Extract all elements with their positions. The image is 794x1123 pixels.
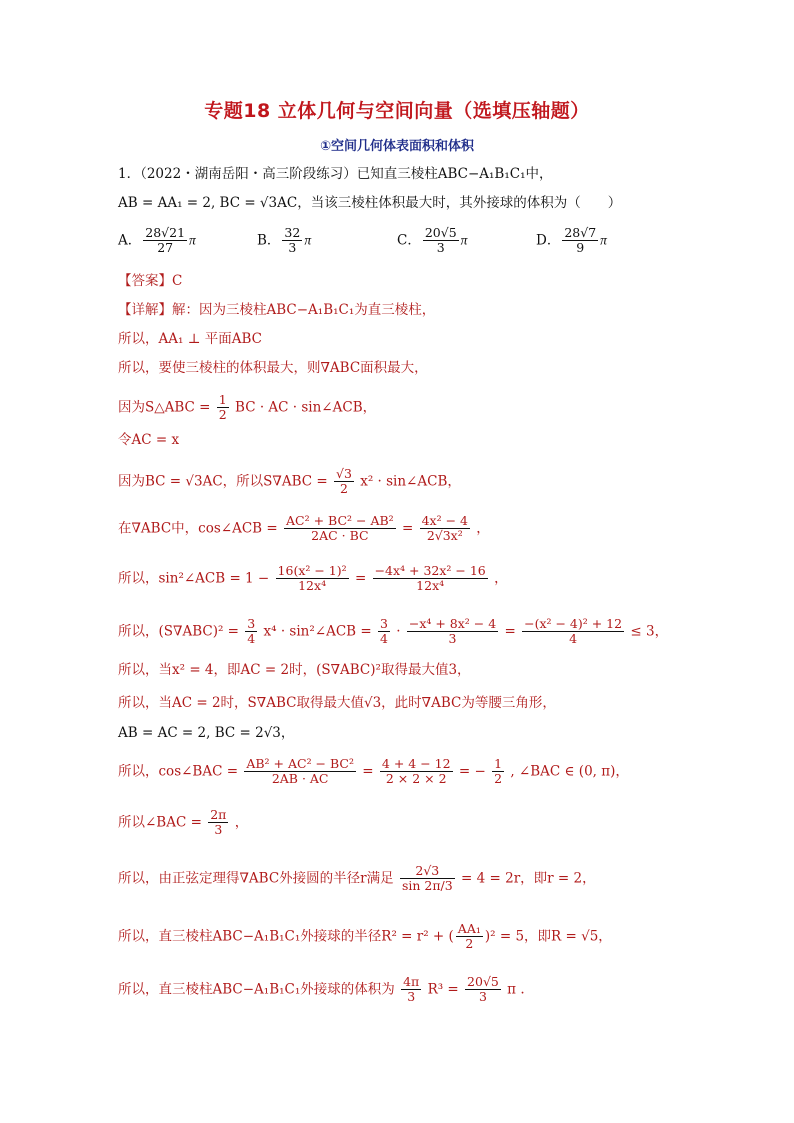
s17-mid: R³ = bbox=[427, 981, 459, 998]
s9-mid2: · bbox=[396, 623, 401, 640]
page-title: 专题18 立体几何与空间向量（选填压轴题） bbox=[204, 100, 590, 122]
s4-suffix: BC · AC · sin∠ACB， bbox=[235, 399, 377, 416]
option-b-numerator: 32 bbox=[284, 225, 301, 240]
s4-frac-num: 1 bbox=[218, 392, 227, 407]
s9-frac1-den: 4 bbox=[247, 631, 256, 647]
option-a bbox=[118, 226, 196, 256]
s7-eq: = bbox=[401, 520, 414, 537]
s9-suffix: ≤ 3， bbox=[630, 623, 669, 640]
solution-line-6 bbox=[118, 467, 461, 497]
s9-frac3-den: 3 bbox=[448, 631, 457, 647]
option-c bbox=[397, 226, 467, 256]
s16-prefix: 所以，直三棱柱ABC−A₁B₁C₁外接球的半径R² = r² + ( bbox=[118, 928, 454, 945]
s13-prefix: 所以，cos∠BAC = bbox=[118, 763, 239, 780]
s8-frac1-den: 12x⁴ bbox=[298, 578, 327, 594]
s17-prefix: 所以，直三棱柱ABC−A₁B₁C₁外接球的体积为 bbox=[118, 981, 395, 998]
solution-line-17 bbox=[118, 975, 525, 1005]
s13-frac1-den: 2AB · AC bbox=[271, 771, 329, 787]
solution-line-7 bbox=[118, 514, 490, 544]
s6-frac-num: √3 bbox=[336, 466, 352, 481]
s15-suffix: = 4 = 2r，即r = 2， bbox=[461, 870, 596, 887]
s4-prefix: 因为S△ABC = bbox=[118, 399, 211, 416]
s9-frac2-den: 4 bbox=[380, 631, 388, 647]
option-d-pi: π bbox=[600, 232, 607, 248]
option-b-pi: π bbox=[304, 232, 312, 248]
solution-line-15 bbox=[118, 864, 596, 894]
s4-frac-den: 2 bbox=[218, 407, 227, 423]
s13-frac2-num: 4 + 4 − 12 bbox=[381, 756, 451, 771]
s13-frac3-num: 1 bbox=[494, 756, 503, 771]
s16-frac-num: AA₁ bbox=[457, 921, 481, 936]
solution-line-11: 所以，当AC = 2时，S∇ABC取得最大值√3，此时∇ABC为等腰三角形， bbox=[118, 695, 556, 711]
s6-frac-den: 2 bbox=[339, 481, 348, 497]
s13-frac2-den: 2 × 2 × 2 bbox=[385, 771, 447, 787]
s13-suffix: , ∠BAC ∈ (0, π)， bbox=[510, 763, 629, 780]
s9-frac2-num: 3 bbox=[380, 616, 388, 631]
s6-prefix: 因为BC = √3AC，所以S∇ABC = bbox=[118, 473, 328, 490]
solution-line-1: 【详解】解：因为三棱柱ABC−A₁B₁C₁为直三棱柱， bbox=[118, 302, 436, 318]
s9-mid1: x⁴ · sin²∠ACB = bbox=[263, 623, 372, 640]
s9-frac3-num: −x⁴ + 8x² − 4 bbox=[408, 616, 497, 631]
solution-line-10: 所以，当x² = 4，即AC = 2时，(S∇ABC)²取得最大值3， bbox=[118, 662, 471, 678]
s7-frac1-num: AC² + BC² − AB² bbox=[286, 513, 394, 528]
s7-frac2-num: 4x² − 4 bbox=[421, 513, 468, 528]
answer-line: 【答案】C bbox=[118, 273, 183, 289]
s15-frac-den: sin 2π/3 bbox=[401, 878, 453, 894]
solution-line-14 bbox=[118, 808, 248, 838]
s16-suffix: )² = 5，即R = √5， bbox=[484, 928, 612, 945]
option-c-denominator: 3 bbox=[436, 240, 445, 256]
s9-mid3: = bbox=[504, 623, 516, 640]
problem-stem-line-1: 1．（2022・湖南岳阳・高三阶段练习）已知直三棱柱ABC−A₁B₁C₁中， bbox=[118, 166, 553, 182]
problem-stem-line-2: AB = AA₁ = 2, BC = √3AC，当该三棱柱体积最大时，其外接球的体积为（ ） bbox=[118, 195, 622, 211]
solution-line-8 bbox=[118, 564, 508, 594]
solution-line-16 bbox=[118, 922, 612, 952]
s9-frac4-den: 4 bbox=[569, 631, 578, 647]
option-b bbox=[257, 226, 311, 256]
option-d-label: D． bbox=[536, 232, 561, 249]
solution-line-13 bbox=[118, 757, 629, 787]
solution-line-5: 令AC = x bbox=[118, 432, 180, 448]
s7-frac2-den: 2√3x² bbox=[426, 528, 463, 544]
option-b-denominator: 3 bbox=[288, 240, 297, 256]
option-a-numerator: 28√21 bbox=[145, 225, 186, 240]
solution-line-9 bbox=[118, 617, 668, 647]
option-c-pi: π bbox=[460, 232, 468, 248]
s13-frac3-den: 2 bbox=[494, 771, 503, 787]
option-b-label: B． bbox=[257, 232, 281, 249]
s8-suffix: ， bbox=[494, 570, 508, 587]
s14-suffix: ， bbox=[234, 814, 249, 831]
s8-frac1-num: 16(x² − 1)² bbox=[277, 563, 347, 578]
s7-prefix: 在∇ABC中，cos∠ACB = bbox=[118, 520, 278, 537]
s8-prefix: 所以，sin²∠ACB = 1 − bbox=[118, 570, 270, 587]
solution-line-2: 所以，AA₁ ⊥ 平面ABC bbox=[118, 331, 262, 347]
option-a-label: A． bbox=[118, 232, 142, 249]
s13-eq: = bbox=[362, 763, 374, 780]
s17-suffix: π . bbox=[507, 981, 525, 998]
solution-line-12: AB = AC = 2, BC = 2√3， bbox=[118, 725, 295, 741]
s17-frac2-num: 20√5 bbox=[467, 974, 499, 989]
s8-frac2-den: 12x⁴ bbox=[416, 578, 445, 594]
s14-prefix: 所以∠BAC = bbox=[118, 814, 202, 831]
s9-prefix: 所以，(S∇ABC)² = bbox=[118, 623, 239, 640]
s7-frac1-den: 2AC · BC bbox=[311, 528, 369, 544]
section-subtitle: ①空间几何体表面积和体积 bbox=[319, 139, 474, 154]
s16-frac-den: 2 bbox=[465, 936, 474, 952]
option-a-denominator: 27 bbox=[157, 240, 174, 256]
option-d bbox=[536, 226, 607, 256]
option-d-numerator: 28√7 bbox=[564, 225, 597, 240]
option-c-numerator: 20√5 bbox=[424, 225, 457, 240]
s14-frac-den: 3 bbox=[214, 822, 223, 838]
s15-prefix: 所以，由正弦定理得∇ABC外接圆的半径r满足 bbox=[118, 870, 394, 887]
solution-line-3: 所以，要使三棱柱的体积最大，则∇ABC面积最大， bbox=[118, 360, 428, 376]
s8-eq: = bbox=[354, 570, 367, 587]
s17-frac1-num: 4π bbox=[403, 974, 420, 989]
s17-frac2-den: 3 bbox=[478, 989, 487, 1005]
option-c-label: C． bbox=[397, 232, 421, 249]
s9-frac4-num: −(x² − 4)² + 12 bbox=[524, 616, 623, 631]
s15-frac-num: 2√3 bbox=[400, 864, 455, 879]
s9-frac1-num: 3 bbox=[247, 616, 256, 631]
s7-suffix: ， bbox=[476, 520, 490, 537]
s13-frac1-num: AB² + AC² − BC² bbox=[246, 756, 354, 771]
option-a-pi: π bbox=[189, 232, 196, 248]
option-d-denominator: 9 bbox=[576, 240, 585, 256]
solution-line-4 bbox=[118, 393, 376, 423]
s17-frac1-den: 3 bbox=[407, 989, 416, 1005]
s13-eq2: = − bbox=[458, 763, 486, 780]
s14-frac-num: 2π bbox=[210, 807, 227, 822]
s6-suffix: x² · sin∠ACB， bbox=[360, 473, 461, 490]
s8-frac2-num: −4x⁴ + 32x² − 16 bbox=[374, 563, 486, 578]
